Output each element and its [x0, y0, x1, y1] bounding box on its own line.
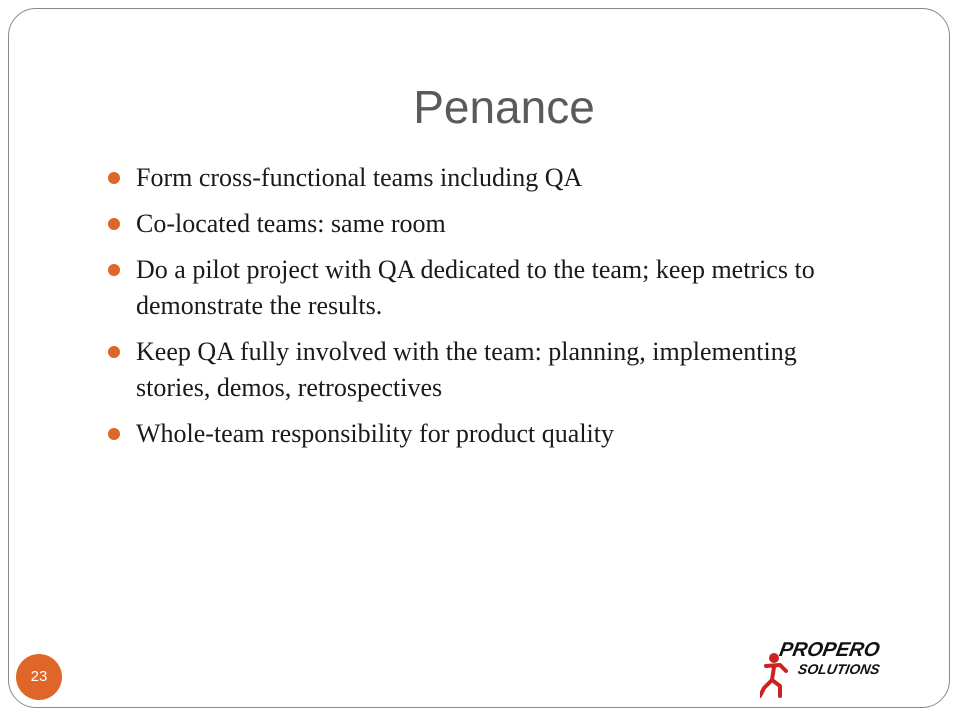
propero-logo	[760, 636, 920, 702]
bullet-text: Co-located teams: same room	[136, 209, 446, 238]
bullet-text: Form cross-functional teams including QA	[136, 163, 583, 192]
bullet-text: Do a pilot project with QA dedicated to the team; keep metrics to demonstrate the results.	[136, 255, 815, 320]
bullet-dot-icon	[108, 428, 120, 440]
bullet-dot-icon	[108, 346, 120, 358]
bullet-item	[108, 416, 868, 452]
bullet-item	[108, 252, 868, 324]
bullet-item	[108, 334, 868, 406]
logo-line1: PROPERO	[777, 639, 882, 661]
page-number-badge: 23	[16, 654, 62, 700]
bullet-list	[108, 160, 868, 462]
bullet-text: Whole-team responsibility for product quality	[136, 419, 614, 448]
bullet-item	[108, 206, 868, 242]
bullet-dot-icon	[108, 172, 120, 184]
slide-title: Penance	[413, 81, 595, 133]
bullet-dot-icon	[108, 218, 120, 230]
bullet-dot-icon	[108, 264, 120, 276]
bullet-text: Keep QA fully involved with the team: planning, implementing stories, demos, retrospectives	[136, 337, 797, 402]
logo-line2: SOLUTIONS	[796, 661, 882, 677]
bullet-item	[108, 160, 868, 196]
